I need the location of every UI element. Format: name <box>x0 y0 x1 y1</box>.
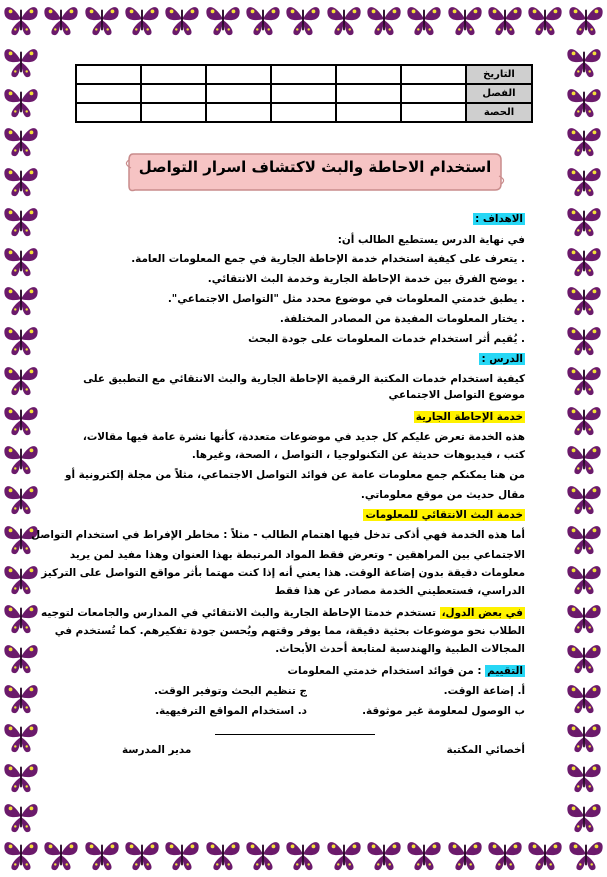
line-text: الدراسي، فستعطيني الخدمة مصادر عن هذا فقط <box>274 585 525 597</box>
highlighted-phrase: في بعض الدول، <box>441 607 523 619</box>
butterfly-icon <box>486 835 524 873</box>
class-label: الفصل <box>466 84 532 103</box>
librarian-signature: أخصائي المكتبة <box>446 744 525 756</box>
section-heading: الدرس : <box>481 353 523 365</box>
table-cell <box>206 103 271 122</box>
butterfly-icon <box>2 82 40 120</box>
evaluation-heading: التقييم <box>487 665 523 677</box>
text-line <box>414 410 525 424</box>
butterfly-icon <box>565 638 603 676</box>
table-cell <box>271 84 336 103</box>
butterfly-icon <box>565 797 603 835</box>
butterfly-icon <box>565 201 603 239</box>
option-a: أ. إضاعة الوقت. <box>443 685 525 697</box>
butterfly-icon <box>204 0 242 38</box>
table-row <box>76 84 532 103</box>
butterfly-icon <box>567 835 605 873</box>
table-cell <box>336 65 401 84</box>
text-line <box>280 312 525 326</box>
left-butterfly-border <box>2 42 42 835</box>
text-line <box>361 488 525 502</box>
table-cell <box>401 103 466 122</box>
top-butterfly-border <box>0 0 607 42</box>
option-d: د. استخدام المواقع الترفيهية. <box>155 705 307 717</box>
table-cell <box>401 84 466 103</box>
butterfly-icon <box>446 0 484 38</box>
butterfly-icon <box>163 835 201 873</box>
table-cell <box>336 84 401 103</box>
line-text: هذه الخدمة تعرض عليكم كل جديد في موضوعات متعددة، كأنها نشرة عامة فيها مقالات، <box>82 431 525 443</box>
text-line <box>41 566 525 580</box>
butterfly-icon <box>2 638 40 676</box>
butterfly-icon <box>565 82 603 120</box>
butterfly-icon <box>42 835 80 873</box>
table-cell <box>76 84 141 103</box>
table-cell <box>336 103 401 122</box>
text-line <box>131 252 525 266</box>
butterfly-icon <box>446 835 484 873</box>
line-text: . يُقيم أثر استخدام خدمات المعلومات على جودة البحث <box>248 333 525 345</box>
page-title: استخدام الاحاطة والبث لاكتشاف اسرار التواصل <box>138 158 492 176</box>
butterfly-icon <box>565 280 603 318</box>
butterfly-icon <box>2 320 40 358</box>
text-line <box>31 528 525 542</box>
butterfly-icon <box>83 0 121 38</box>
butterfly-icon <box>42 0 80 38</box>
lesson-info-table <box>75 64 533 123</box>
butterfly-icon <box>2 280 40 318</box>
text-line <box>288 664 525 678</box>
line-text: في نهاية الدرس يستطيع الطالب أن: <box>337 234 525 246</box>
butterfly-icon <box>2 201 40 239</box>
text-line <box>479 352 525 366</box>
line-text: المجالات الطبية والهندسية لمتابعة أحدث الأبحاث. <box>275 643 525 655</box>
butterfly-icon <box>2 678 40 716</box>
text-line <box>65 468 525 482</box>
line-text: معلومات دقيقة بدون إضاعة الوقت. هذا يعني أنه إذا كنت مهتما بأثر مواقع التواصل على التركيز <box>41 567 525 579</box>
butterfly-icon <box>2 121 40 159</box>
butterfly-icon <box>244 835 282 873</box>
butterfly-icon <box>325 835 363 873</box>
title-banner <box>125 148 505 196</box>
period-label: الحصة <box>466 103 532 122</box>
line-text: تستخدم خدمتا الإحاطة الجارية والبث الانتقائي في المدارس والجامعات لتوجيه <box>41 607 436 619</box>
bottom-butterfly-border <box>0 835 607 877</box>
right-butterfly-border <box>565 42 605 835</box>
line-text: كيفية استخدام خدمات المكتبة الرقمية الإحاطة الجارية والبث الانتقائي مع التطبيق على <box>83 373 525 385</box>
line-text: مقال حديث من موقع معلوماتي. <box>360 489 525 501</box>
butterfly-icon <box>565 717 603 755</box>
butterfly-icon <box>567 0 605 38</box>
butterfly-icon <box>365 835 403 873</box>
butterfly-icon <box>325 0 363 38</box>
butterfly-icon <box>565 519 603 557</box>
option-b: ب الوصول لمعلومة غير موثوقة. <box>362 705 525 717</box>
text-line <box>55 624 525 638</box>
butterfly-icon <box>565 42 603 80</box>
table-cell <box>76 65 141 84</box>
table-cell <box>206 65 271 84</box>
butterfly-icon <box>565 559 603 597</box>
table-row <box>76 103 532 122</box>
butterfly-icon <box>526 835 564 873</box>
table-cell <box>141 84 206 103</box>
butterfly-icon <box>2 835 40 873</box>
butterfly-icon <box>2 42 40 80</box>
text-line <box>83 430 525 444</box>
butterfly-icon <box>2 0 40 38</box>
text-line <box>389 388 525 402</box>
butterfly-icon <box>163 0 201 38</box>
text-line <box>338 233 525 247</box>
butterfly-icon <box>2 360 40 398</box>
butterfly-icon <box>123 0 161 38</box>
line-text: . يتعرف على كيفية استخدام خدمة الإحاطة الجارية في جمع المعلومات العامة. <box>131 253 525 265</box>
table-cell <box>401 65 466 84</box>
butterfly-icon <box>565 479 603 517</box>
butterfly-icon <box>565 241 603 279</box>
butterfly-icon <box>565 360 603 398</box>
butterfly-icon <box>405 0 443 38</box>
text-line <box>41 606 525 620</box>
line-text: : من فوائد استخدام خدمتي المعلومات <box>287 665 482 677</box>
butterfly-icon <box>565 400 603 438</box>
text-line <box>70 548 525 562</box>
date-label: التاريخ <box>466 65 532 84</box>
butterfly-icon <box>2 757 40 795</box>
butterfly-icon <box>284 0 322 38</box>
line-text: الاجتماعي بين المراهقين - وتعرض فقط المواد المرتبطة بهذا العنوان وهذا مفيد لمن يريد <box>69 549 525 561</box>
butterfly-icon <box>365 0 403 38</box>
butterfly-icon <box>2 479 40 517</box>
butterfly-icon <box>2 241 40 279</box>
line-text: . يختار المعلومات المفيدة من المصادر المختلفة. <box>279 313 525 325</box>
butterfly-icon <box>2 161 40 199</box>
butterfly-icon <box>565 678 603 716</box>
text-line <box>473 212 525 226</box>
butterfly-icon <box>244 0 282 38</box>
principal-signature: مدير المدرسة <box>122 744 192 756</box>
butterfly-icon <box>526 0 564 38</box>
table-cell <box>206 84 271 103</box>
signature-line <box>215 734 375 735</box>
option-c: ج تنظيم البحث وتوفير الوقت. <box>154 685 307 697</box>
text-line <box>363 508 525 522</box>
table-cell <box>271 103 336 122</box>
table-cell <box>141 65 206 84</box>
butterfly-icon <box>2 717 40 755</box>
butterfly-icon <box>83 835 121 873</box>
butterfly-icon <box>2 559 40 597</box>
table-cell <box>141 103 206 122</box>
butterfly-icon <box>2 400 40 438</box>
text-line <box>192 448 525 462</box>
section-heading: خدمة الإحاطة الجارية <box>415 411 523 423</box>
table-cell <box>76 103 141 122</box>
text-line <box>248 332 525 346</box>
butterfly-icon <box>565 121 603 159</box>
table-cell <box>271 65 336 84</box>
butterfly-icon <box>405 835 443 873</box>
line-text: . يطبق خدمتي المعلومات في موضوع محدد مثل "التواصل الاجتماعي". <box>167 293 525 305</box>
butterfly-icon <box>565 757 603 795</box>
butterfly-icon <box>123 835 161 873</box>
line-text: من هنا يمكنكم جمع معلومات عامة عن فوائد التواصل الاجتماعي، مثلاً من مجلة إلكترونية أو <box>65 469 525 481</box>
text-line <box>208 272 525 286</box>
butterfly-icon <box>2 797 40 835</box>
butterfly-icon <box>565 161 603 199</box>
butterfly-icon <box>565 320 603 358</box>
butterfly-icon <box>565 598 603 636</box>
butterfly-icon <box>2 598 40 636</box>
butterfly-icon <box>2 439 40 477</box>
section-heading: خدمة البث الانتقائي للمعلومات <box>365 509 523 521</box>
line-text: . يوضح الفرق بين خدمة الإحاطة الجارية وخدمة البث الانتقائي. <box>207 273 525 285</box>
text-line <box>83 372 525 386</box>
text-line <box>275 584 525 598</box>
butterfly-icon <box>284 835 322 873</box>
line-text: موضوع التواصل الاجتماعي <box>388 389 525 401</box>
text-line <box>275 642 525 656</box>
text-line <box>168 292 525 306</box>
line-text: أما هذه الخدمة فهي أذكى تدخل فيها اهتمام الطالب - مثلاً : مخاطر الإفراط في استخدام التواصل <box>31 529 525 541</box>
butterfly-icon <box>486 0 524 38</box>
line-text: الطلاب نحو موضوعات بحثية دقيقة، مما يوفر وقتهم ويُحسن جودة تفكيرهم. كما تُستخدم في <box>54 625 525 637</box>
butterfly-icon <box>204 835 242 873</box>
table-row <box>76 65 532 84</box>
line-text: كتب ، فيديوهات حديثة عن التكنولوجيا ، التواصل ، الصحة، وغيرها. <box>191 449 525 461</box>
section-heading: الاهداف : <box>475 213 523 225</box>
butterfly-icon <box>565 439 603 477</box>
